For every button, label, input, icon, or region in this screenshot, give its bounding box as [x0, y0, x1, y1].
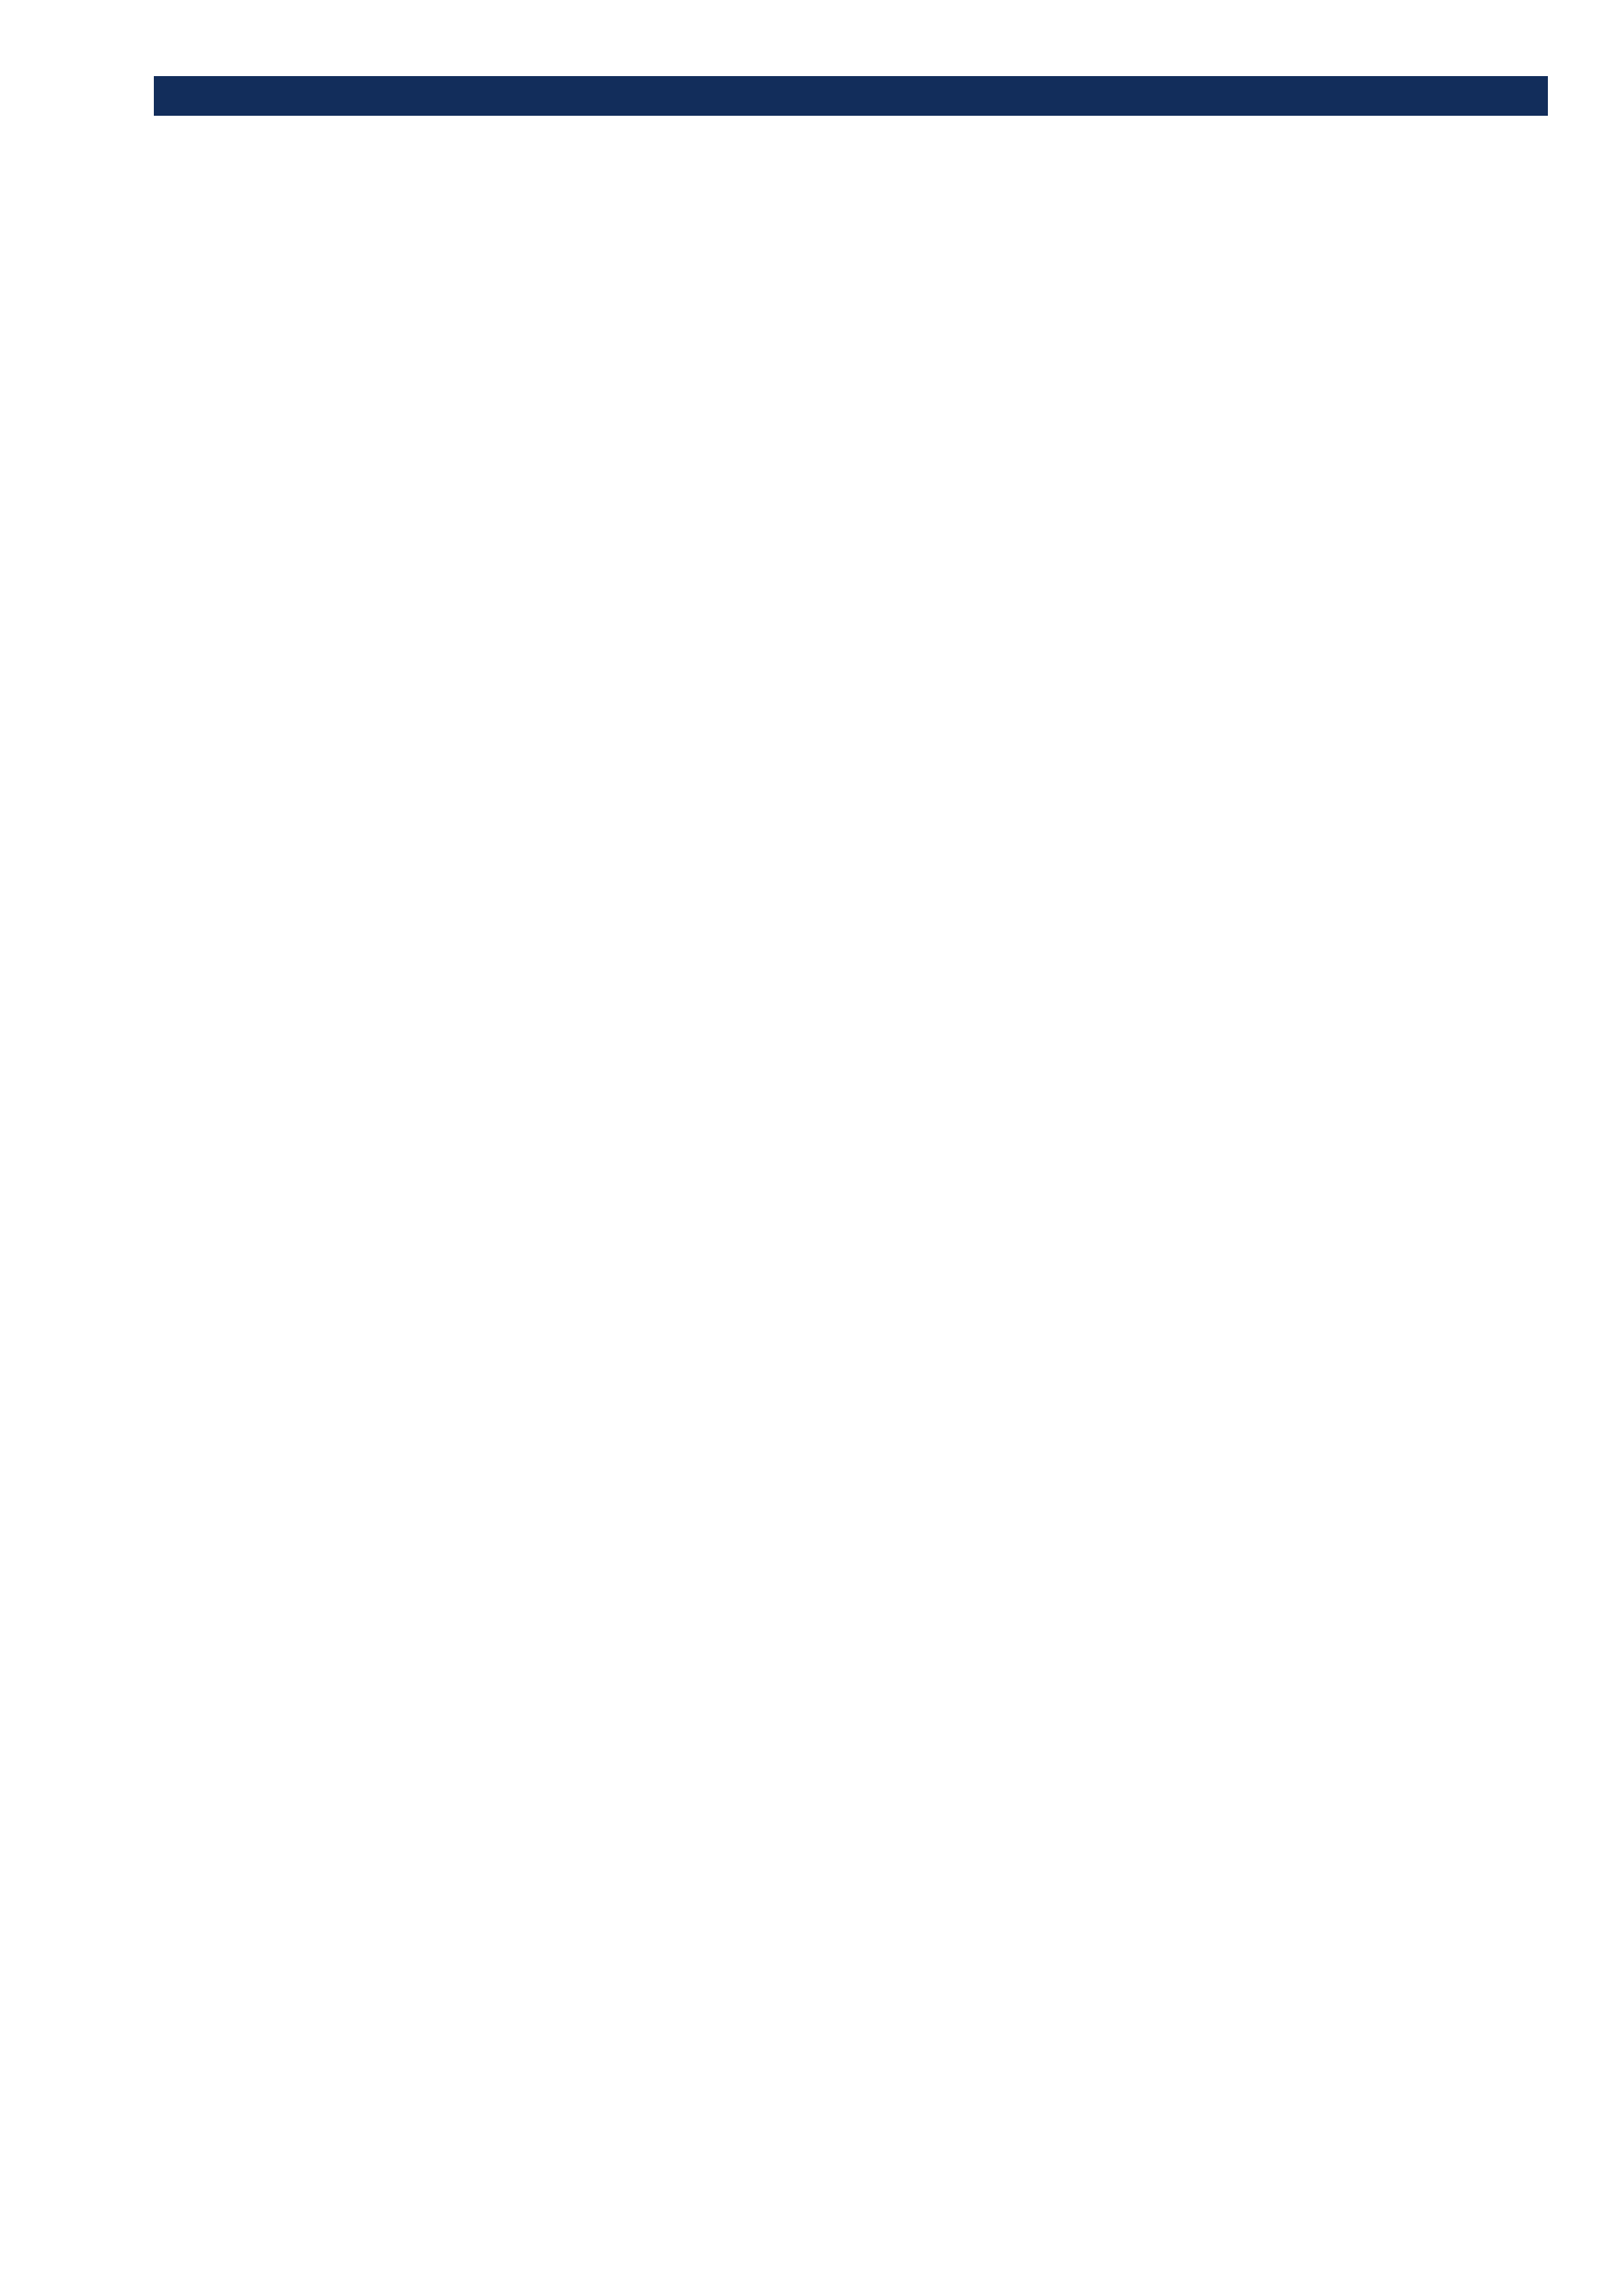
- selection-table-header: [154, 76, 1548, 116]
